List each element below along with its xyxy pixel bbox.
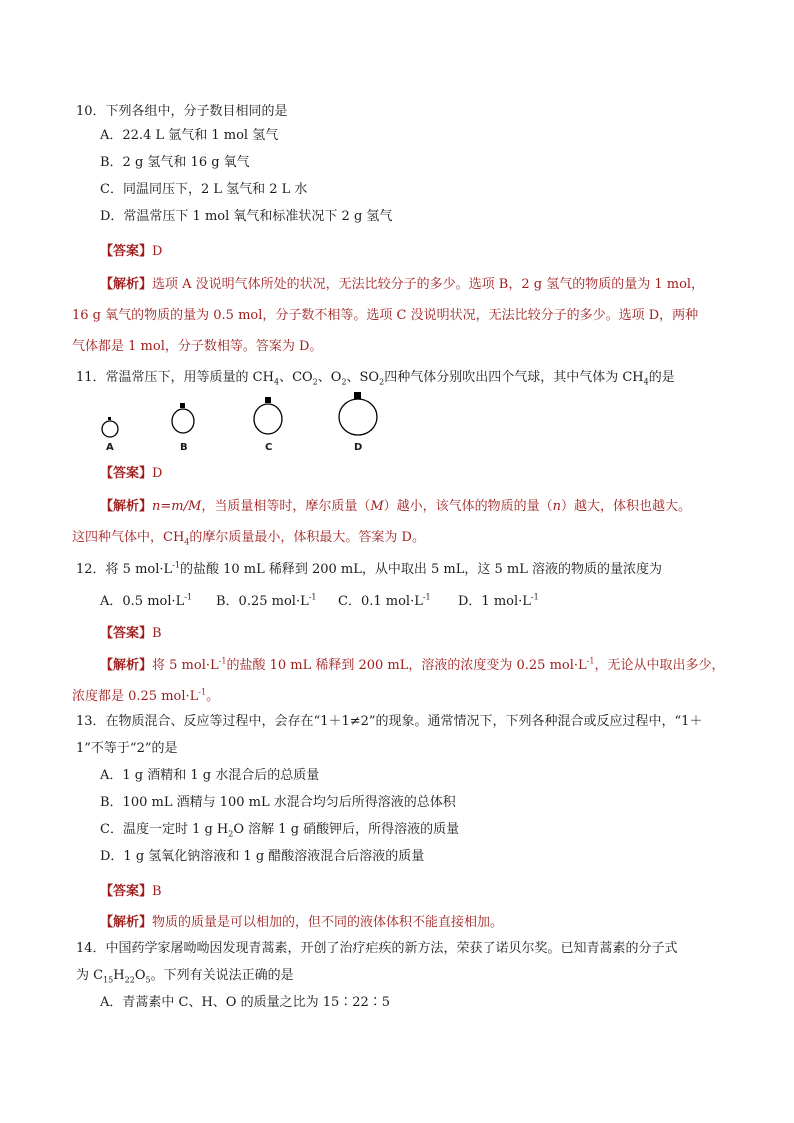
q11-stem: 11．常温常压下，用等质量的 $CH_4$、$CO_2$、$O_2$、$SO_2$四种气体分别吹出四个气球，其中气体为 $CH_4$的是 xyxy=(76,370,675,387)
q11-answer: 【答案】D xyxy=(100,466,163,481)
q13-stem-line-1: 13．在物质混合、反应等过程中，会存在“1＋1≠2”的现象。通常情况下，下列各种混合或反应过程中，“1＋ xyxy=(76,714,703,729)
q12-stem: 12．将 5 $mol\cdot L^{-1}$的盐酸 10 mL 稀释到 200 mL，从中取出 5 mL，这 5 mL 溶液的物质的量浓度为 xyxy=(76,560,663,577)
balloon-b xyxy=(172,409,194,433)
q10-stem: 10．下列各组中，分子数目相同的是 xyxy=(76,104,288,119)
q12-options xyxy=(100,593,539,611)
balloon-label-d: D xyxy=(354,442,363,453)
q10-option-a: A．22.4 L 氩气和 1 mol 氢气 xyxy=(100,128,279,143)
q10-answer xyxy=(100,243,162,261)
q11-analysis-line-2: 这四种气体中，$CH_4$的摩尔质量最小，体积最大。答案为 D。 xyxy=(72,530,425,547)
q12-answer: 【答案】B xyxy=(100,626,162,641)
analysis-tag: 【解析】 xyxy=(100,277,153,292)
answer-value: D xyxy=(152,244,163,259)
q10-option-d: D．常温常压下 1 mol 氧气和标准状况下 2 g 氢气 xyxy=(100,209,393,224)
q10-analysis-line-2: 16 g 氧气的物质的量为 0.5 mol，分子数不相等。选项 C 没说明状况，无法比较分子的多少。选项 D，两种 xyxy=(72,308,699,323)
q10-option-b: B．2 g 氢气和 16 g 氧气 xyxy=(100,155,250,170)
balloon-d xyxy=(339,399,377,435)
balloon-c-knot xyxy=(265,397,271,403)
balloon-diagram xyxy=(96,392,396,462)
q12-option-b: B．0.25 $mol\cdot L^{-1}$ xyxy=(216,592,317,609)
q14-stem-line-1: 14．中国药学家屠呦呦因发现青蒿素，开创了治疗疟疾的新方法，荣获了诺贝尔奖。已知青蒿素的分子式 xyxy=(76,941,678,956)
balloon-figure xyxy=(96,392,396,462)
balloon-label-a: A xyxy=(106,442,114,453)
q13-option-c: C．温度一定时 1 g $H_2O$ 溶解 1 g 硝酸钾后，所得溶液的质量 xyxy=(100,822,460,839)
q13-answer: 【答案】B xyxy=(100,884,162,899)
balloon-b-knot xyxy=(180,403,185,408)
balloon-a-knot xyxy=(108,417,111,420)
balloon-label-b: B xyxy=(180,442,188,453)
q10-option-c: C．同温同压下，2 L 氢气和 2 L 水 xyxy=(100,182,308,197)
balloon-a xyxy=(102,421,118,437)
balloon-d-knot xyxy=(354,392,361,399)
q13-option-a: A．1 g 酒精和 1 g 水混合后的总质量 xyxy=(100,768,320,783)
q12-option-d: D．1 $mol\cdot L^{-1}$ xyxy=(458,592,539,609)
balloon-c xyxy=(254,404,282,434)
q13-option-d: D．1 g 氢氧化钠溶液和 1 g 醋酸溶液混合后溶液的质量 xyxy=(100,849,425,864)
q10-analysis-line-1: 【解析】选项 A 没说明气体所处的状况，无法比较分子的多少。选项 B，2 g 氢气的物质的量为 1 mol， xyxy=(100,277,705,292)
q13-analysis: 【解析】物质的质量是可以相加的，但不同的液体体积不能直接相加。 xyxy=(100,915,504,930)
q12-option-a: A．0.5 $mol\cdot L^{-1}$ xyxy=(100,592,193,609)
q10-analysis-line-3: 气体都是 1 mol，分子数相等。答案为 D。 xyxy=(72,339,323,354)
q14-option-a: A．青蒿素中 C、H、O 的质量之比为 15∶22∶5 xyxy=(100,995,391,1010)
q12-analysis-line-2: 浓度都是 0.25 $mol\cdot L^{-1}$。 xyxy=(72,687,220,704)
q12-option-c: C．0.1 $mol\cdot L^{-1}$ xyxy=(338,592,431,609)
q11-analysis-line-1: 【解析】n=m/M，当质量相等时，摩尔质量（M）越小，该气体的物质的量（n）越大，体积也越大。 xyxy=(100,499,692,514)
q13-stem-line-2: 1”不等于“2”的是 xyxy=(76,741,178,756)
answer-tag: 【答案】 xyxy=(100,244,153,259)
q13-option-b: B．100 mL 酒精与 100 mL 水混合均匀后所得溶液的总体积 xyxy=(100,795,456,810)
balloon-label-c: C xyxy=(265,442,273,453)
q14-stem-line-2: 为 $C_{15}H_{22}O_5$。下列有关说法正确的是 xyxy=(76,968,294,985)
q12-analysis-line-1: 【解析】将 5 $mol\cdot L^{-1}$的盐酸 10 mL 稀释到 200 mL，溶液的浓度变为 0.25 $mol\cdot L^{-1}$，无论从中取出多少， xyxy=(100,656,725,673)
